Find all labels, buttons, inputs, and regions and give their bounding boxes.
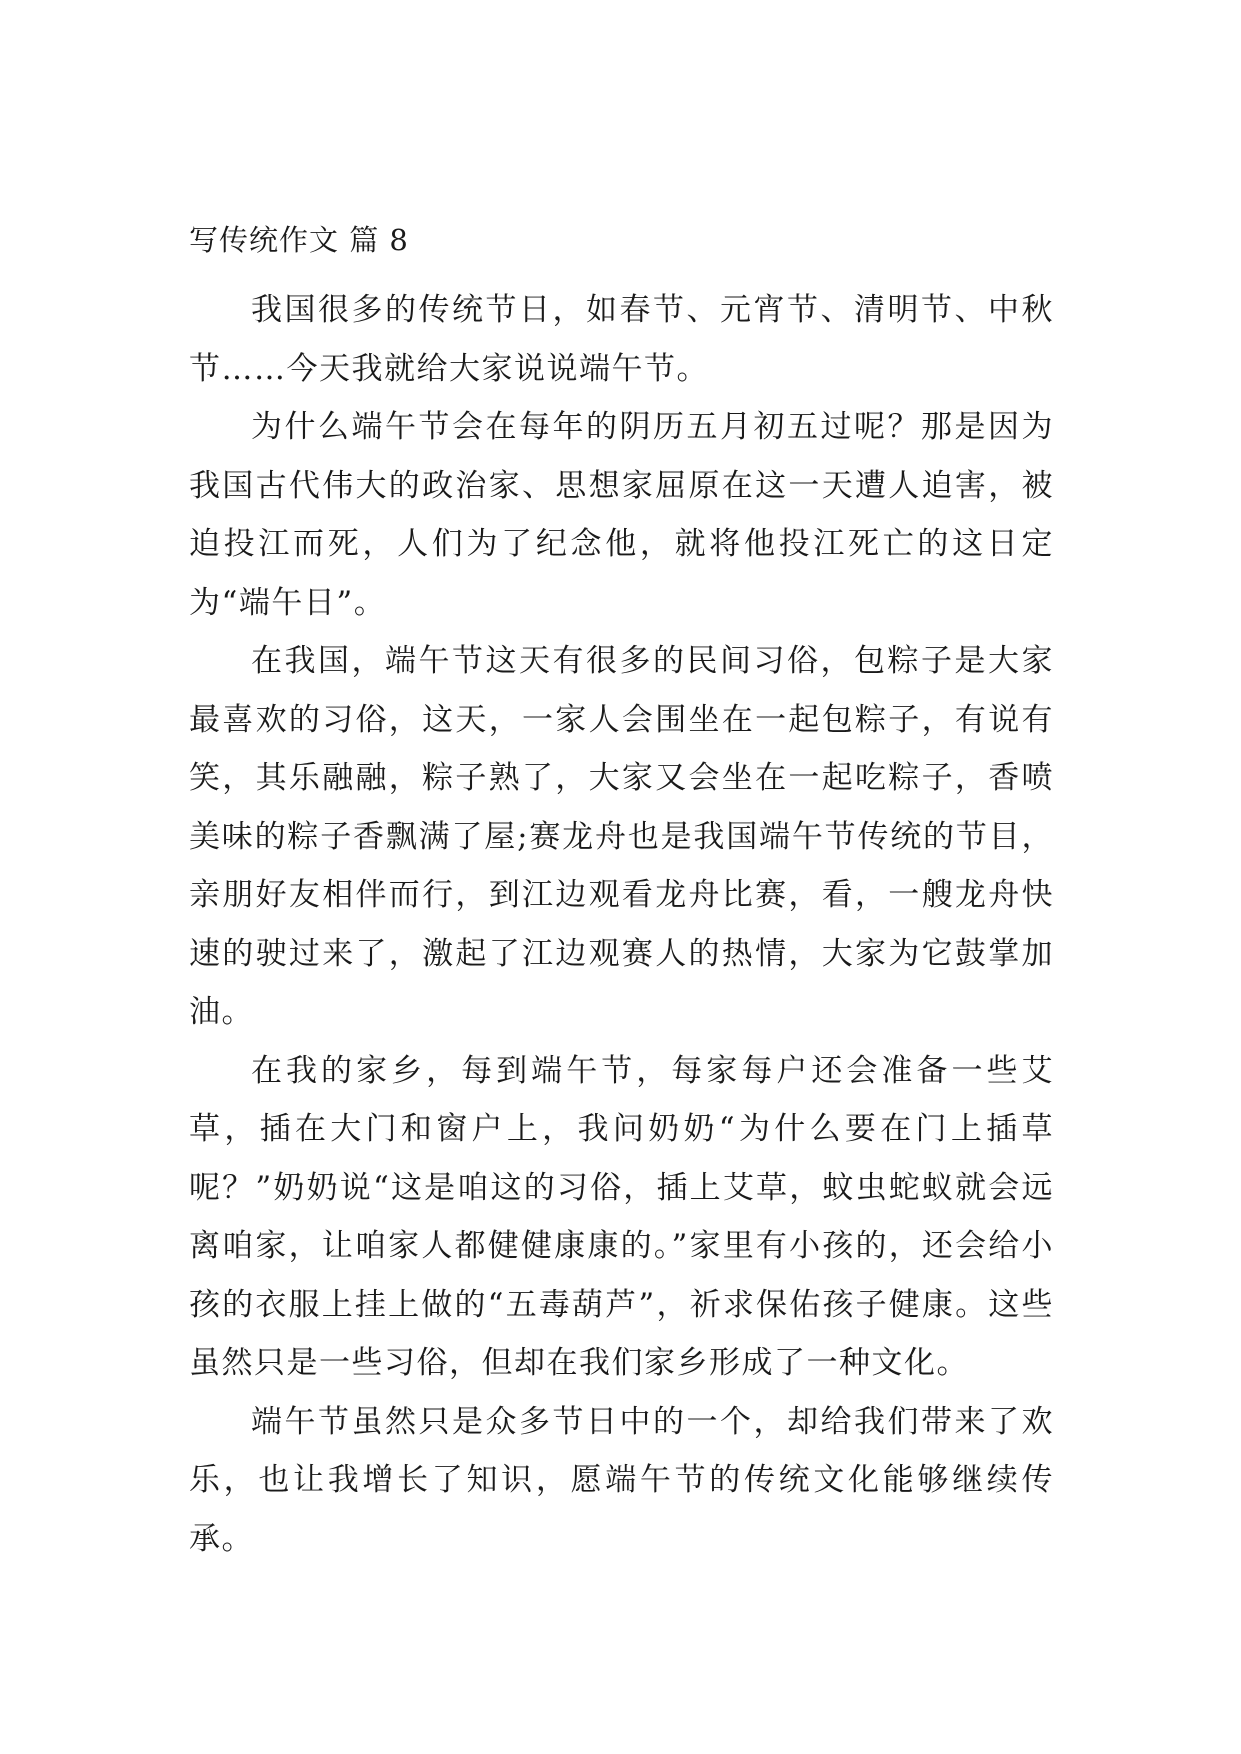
paragraph-4: 在我的家乡，每到端午节，每家每户还会准备一些艾草，插在大门和窗户上，我问奶奶“为什么要在门上插草呢？”奶奶说“这是咱这的习俗，插上艾草，蚊虫蛇蚁就会远离咱家，让咱家人都健健康康的。”家里有小孩的，还会给小孩的衣服上挂上做的“五毒葫芦”，祈求保佑孩子健康。这些虽然只是一些习俗，但却在我们家乡形成了一种文化。 <box>189 1052 1054 1381</box>
paragraph-2: 为什么端午节会在每年的阴历五月初五过呢？那是因为我国古代伟大的政治家、思想家屈原在这一天遭人迫害，被迫投江而死，人们为了纪念他，就将他投江死亡的这日定为“端午日”。 <box>189 409 1054 621</box>
document-title: 写传统作文 篇 8 <box>189 223 409 257</box>
paragraph-3: 在我国，端午节这天有很多的民间习俗，包粽子是大家最喜欢的习俗，这天，一家人会围坐在一起包粽子，有说有笑，其乐融融，粽子熟了，大家又会坐在一起吃粽子，香喷美味的粽子香飘满了屋;赛龙舟也是我国端午节传统的节目，亲朋好友相伴而行，到江边观看龙舟比赛，看，一艘龙舟快速的驶过来了，激起了江边观赛人的热情，大家为它鼓掌加油。 <box>189 643 1054 1030</box>
paragraph-1: 我国很多的传统节日，如春节、元宵节、清明节、中秋节……今天我就给大家说说端午节。 <box>189 292 1054 387</box>
document-body <box>189 281 1054 1568</box>
paragraph-5: 端午节虽然只是众多节日中的一个，却给我们带来了欢乐，也让我增长了知识，愿端午节的传统文化能够继续传承。 <box>189 1403 1054 1557</box>
